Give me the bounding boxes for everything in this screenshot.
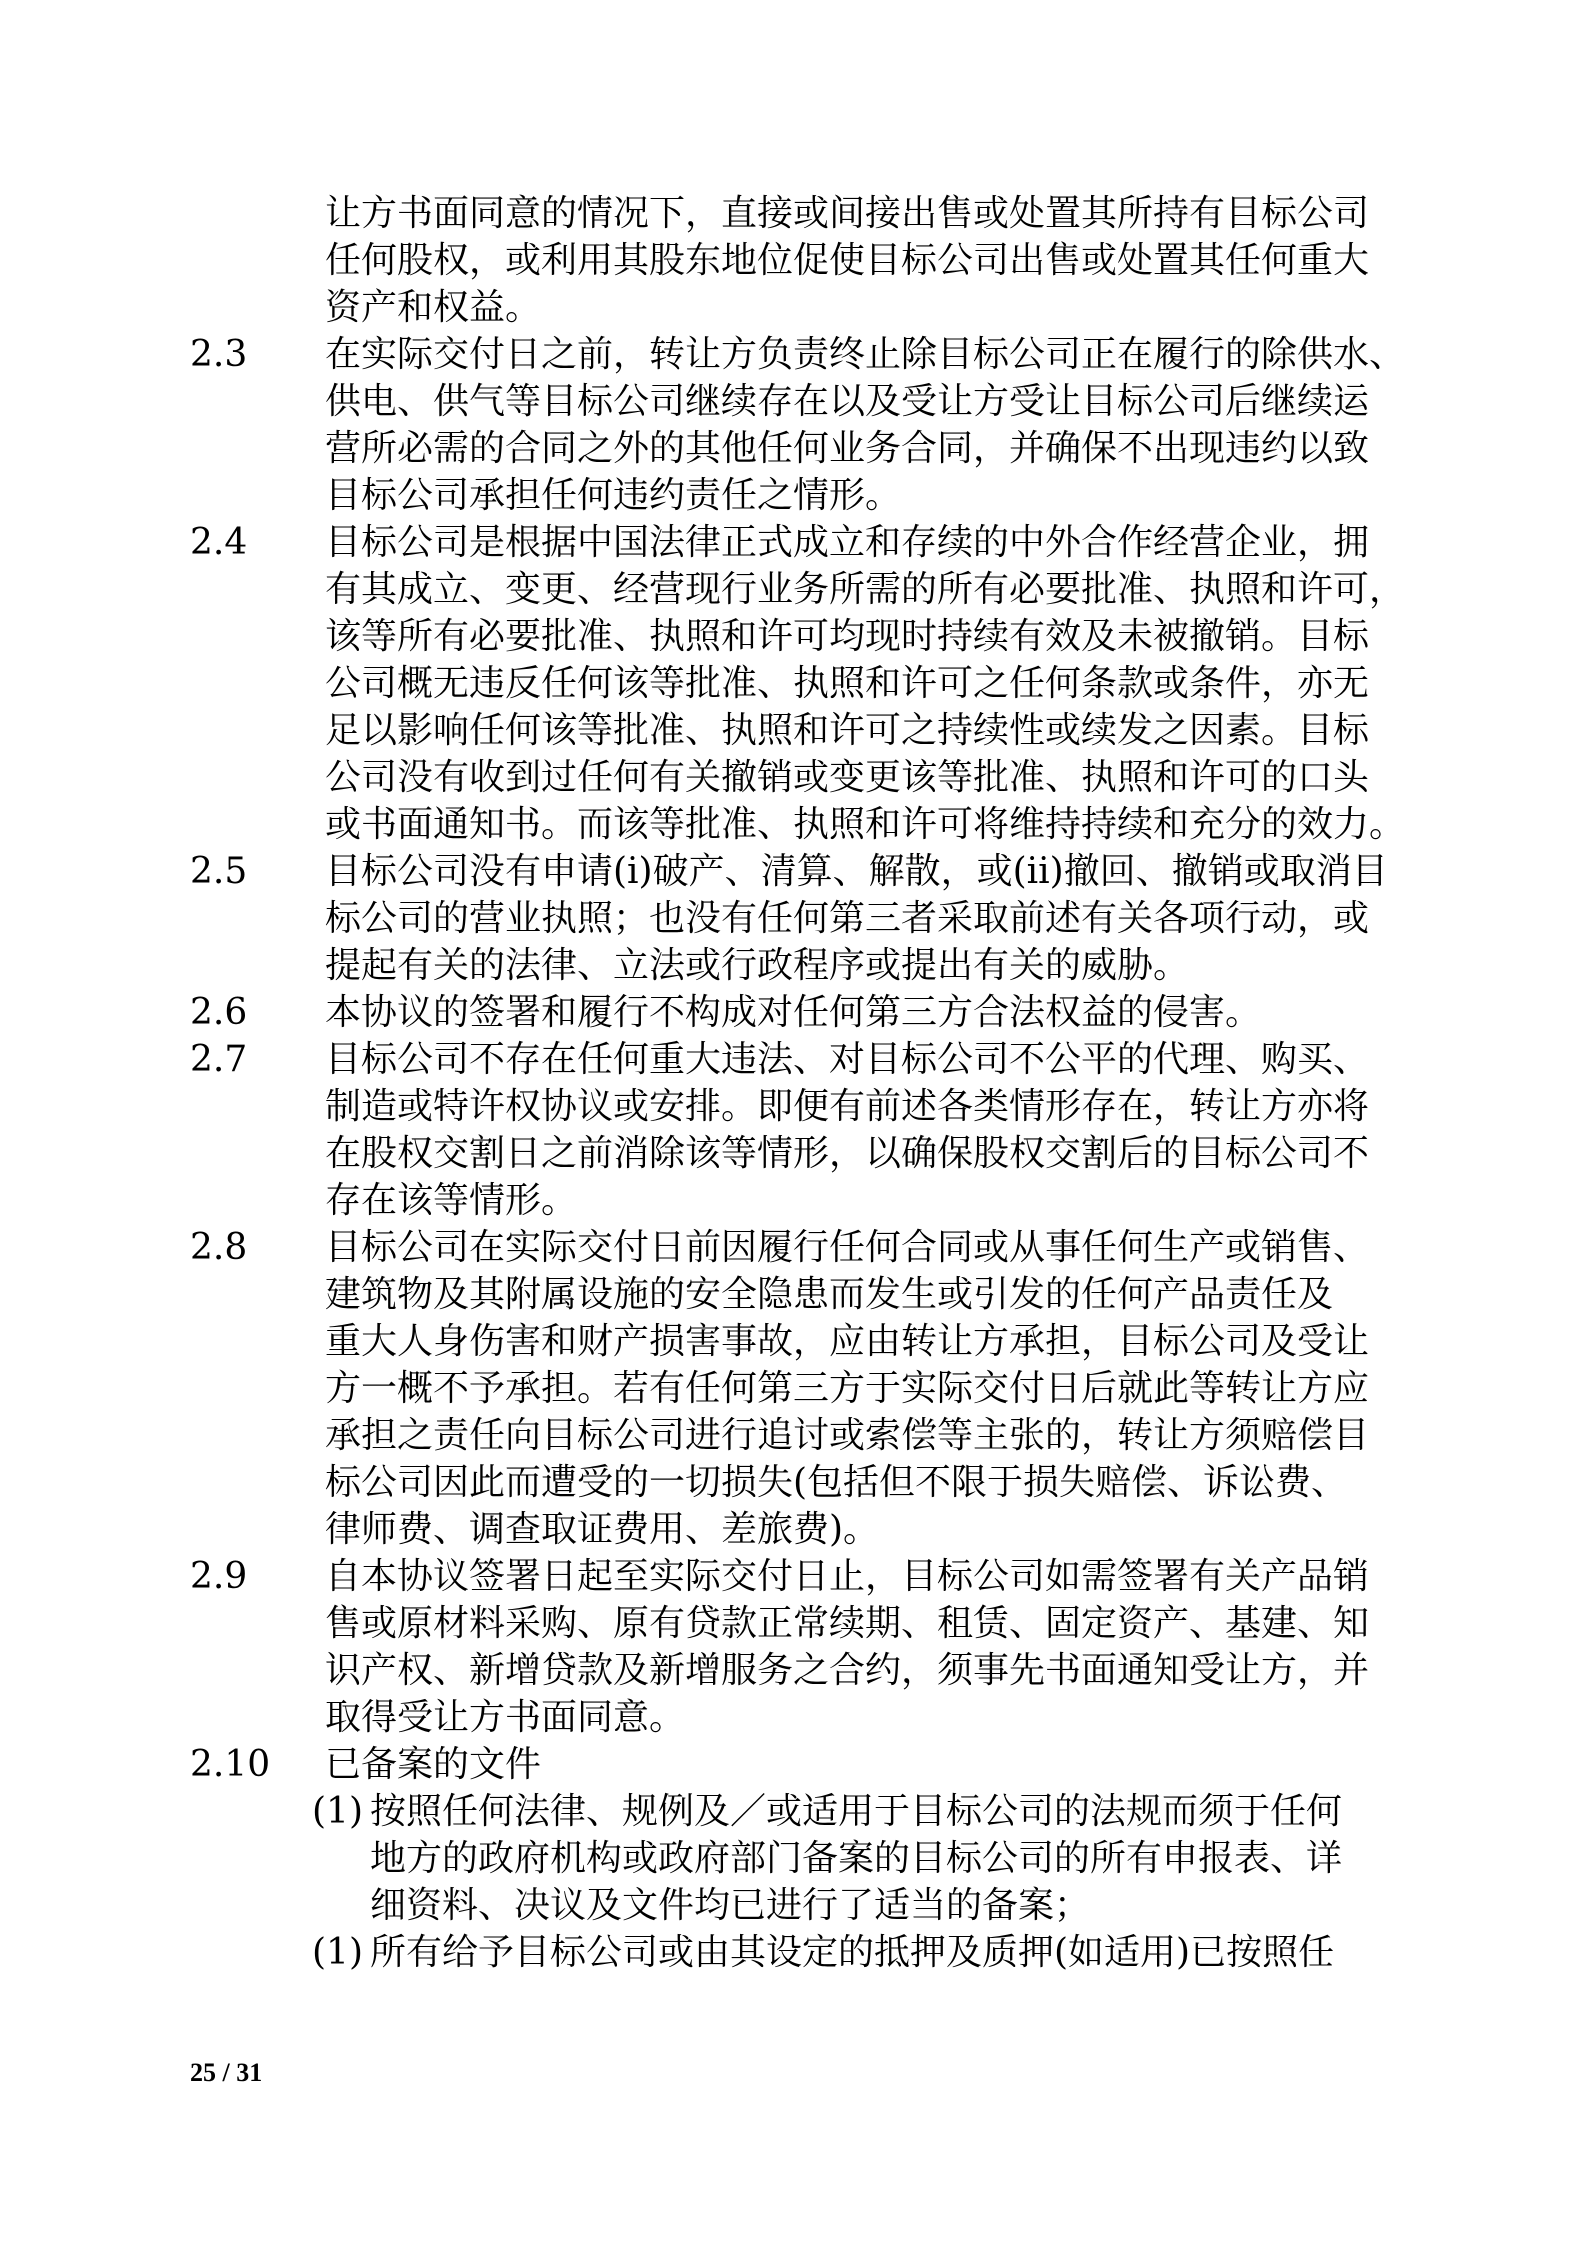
subitem-text: 按照任何法律、规例及／或适用于目标公司的法规而须于任何 (370, 1791, 1343, 1832)
clause-2-8-line (190, 1412, 1390, 1459)
clause-number: 2.4 (190, 522, 248, 563)
clause-2-7-line (190, 1130, 1390, 1177)
clause-2-8-line (190, 1318, 1390, 1365)
text-line (190, 284, 1390, 331)
clause-2-4-line (190, 707, 1390, 754)
clause-text: 建筑物及其附属设施的安全隐患而发生或引发的任何产品责任及 (325, 1274, 1334, 1315)
clause-2-5-line (190, 848, 1390, 895)
subitem-marker: (1) (312, 1791, 363, 1832)
clause-text: 标公司的营业执照；也没有任何第三者采取前述有关各项行动，或 (325, 898, 1370, 939)
clause-text: 方一概不予承担。若有任何第三方于实际交付日后就此等转让方应 (325, 1368, 1370, 1409)
subitem-line (190, 1788, 1390, 1835)
clause-2-4-line (190, 801, 1406, 848)
continuation-text: 任何股权，或利用其股东地位促使目标公司出售或处置其任何重大 (325, 240, 1370, 281)
clause-text: 目标公司不存在任何重大违法、对目标公司不公平的代理、购买、 (325, 1039, 1370, 1080)
subitem-marker: (1) (312, 1932, 363, 1973)
clause-text: 取得受让方书面同意。 (325, 1697, 686, 1738)
clause-text: 自本协议签署日起至实际交付日止，目标公司如需签署有关产品销 (325, 1556, 1370, 1597)
page-number: 25 / 31 (190, 2058, 263, 2087)
clause-2-4-line (190, 754, 1390, 801)
clause-text: 目标公司是根据中国法律正式成立和存续的中外合作经营企业，拥 (325, 522, 1370, 563)
subitem-text: 细资料、决议及文件均已进行了适当的备案； (370, 1885, 1091, 1926)
clause-2-4-line (190, 660, 1390, 707)
subitem-text: 所有给予目标公司或由其设定的抵押及质押(如适用)已按照任 (370, 1932, 1335, 1973)
clause-number: 2.7 (190, 1039, 248, 1080)
clause-text: 或书面通知书。而该等批准、执照和许可将维持持续和充分的效力。 (325, 804, 1406, 845)
continuation-text: 让方书面同意的情况下，直接或间接出售或处置其所持有目标公司 (325, 193, 1370, 234)
page-content (190, 190, 1406, 1976)
clause-text: 供电、供气等目标公司继续存在以及受让方受让目标公司后继续运 (325, 381, 1370, 422)
clause-text: 营所必需的合同之外的其他任何业务合同，并确保不出现违约以致 (325, 428, 1370, 469)
clause-2-4-line (190, 566, 1406, 613)
clause-2-6-line (190, 989, 1390, 1036)
clause-number: 2.5 (190, 851, 248, 892)
clause-text: 目标公司承担任何违约责任之情形。 (325, 475, 902, 516)
clause-text: 在股权交割日之前消除该等情形，以确保股权交割后的目标公司不 (325, 1133, 1370, 1174)
clause-2-3-line (190, 425, 1390, 472)
clause-number: 2.6 (190, 992, 248, 1033)
clause-text: 制造或特许权协议或安排。即便有前述各类情形存在，转让方亦将 (325, 1086, 1370, 1127)
clause-number: 2.9 (190, 1556, 248, 1597)
clause-2-3-line (190, 378, 1390, 425)
clause-2-7-line (190, 1177, 1390, 1224)
clause-2-9-line (190, 1600, 1390, 1647)
clause-2-5-line (190, 942, 1390, 989)
clause-2-7-line (190, 1036, 1390, 1083)
clause-text: 识产权、新增贷款及新增服务之合约，须事先书面通知受让方，并 (325, 1650, 1370, 1691)
clause-2-4-line (190, 519, 1390, 566)
clause-text: 目标公司没有申请(i)破产、清算、解散，或(ii)撤回、撤销或取消目 (325, 851, 1388, 892)
continuation-text: 资产和权益。 (325, 287, 542, 328)
clause-2-8-line (190, 1506, 1390, 1553)
clause-text: 律师费、调查取证费用、差旅费)。 (325, 1509, 880, 1550)
clause-2-7-line (190, 1083, 1390, 1130)
clause-2-8-line (190, 1271, 1390, 1318)
clause-2-8-line (190, 1459, 1390, 1506)
clause-text: 该等所有必要批准、执照和许可均现时持续有效及未被撤销。目标 (325, 616, 1370, 657)
clause-text: 重大人身伤害和财产损害事故，应由转让方承担，目标公司及受让 (325, 1321, 1370, 1362)
clause-number: 2.10 (190, 1744, 271, 1785)
clause-text: 在实际交付日之前，转让方负责终止除目标公司正在履行的除供水、 (325, 334, 1406, 375)
clause-2-9-line (190, 1647, 1390, 1694)
text-line (190, 190, 1390, 237)
clause-text: 已备案的文件 (325, 1744, 542, 1785)
clause-text: 目标公司在实际交付日前因履行任何合同或从事任何生产或销售、 (325, 1227, 1370, 1268)
clause-text: 足以影响任何该等批准、执照和许可之持续性或续发之因素。目标 (325, 710, 1370, 751)
clause-2-4-line (190, 613, 1390, 660)
clause-2-5-line (190, 895, 1390, 942)
subitem-text: 地方的政府机构或政府部门备案的目标公司的所有申报表、详 (370, 1838, 1343, 1879)
subitem-line (190, 1835, 1390, 1882)
clause-text: 承担之责任向目标公司进行追讨或索偿等主张的，转让方须赔偿目 (325, 1415, 1370, 1456)
clause-text: 公司概无违反任何该等批准、执照和许可之任何条款或条件，亦无 (325, 663, 1370, 704)
clause-2-10-line (190, 1741, 1390, 1788)
clause-text: 本协议的签署和履行不构成对任何第三方合法权益的侵害。 (325, 992, 1262, 1033)
clause-text: 存在该等情形。 (325, 1180, 578, 1221)
clause-text: 公司没有收到过任何有关撤销或变更该等批准、执照和许可的口头 (325, 757, 1370, 798)
clause-text: 有其成立、变更、经营现行业务所需的所有必要批准、执照和许可， (325, 569, 1406, 610)
clause-2-8-line (190, 1224, 1390, 1271)
clause-text: 提起有关的法律、立法或行政程序或提出有关的威胁。 (325, 945, 1190, 986)
clause-text: 售或原材料采购、原有贷款正常续期、租赁、固定资产、基建、知 (325, 1603, 1370, 1644)
clause-2-3-line (190, 472, 1390, 519)
clause-2-8-line (190, 1365, 1390, 1412)
clause-2-9-line (190, 1553, 1390, 1600)
subitem-line (190, 1929, 1390, 1976)
clause-number: 2.3 (190, 334, 248, 375)
clause-text: 标公司因此而遭受的一切损失(包括但不限于损失赔偿、诉讼费、 (325, 1462, 1348, 1503)
clause-number: 2.8 (190, 1227, 248, 1268)
clause-2-3-line (190, 331, 1406, 378)
clause-2-9-line (190, 1694, 1390, 1741)
text-line (190, 237, 1390, 284)
subitem-line (190, 1882, 1390, 1929)
